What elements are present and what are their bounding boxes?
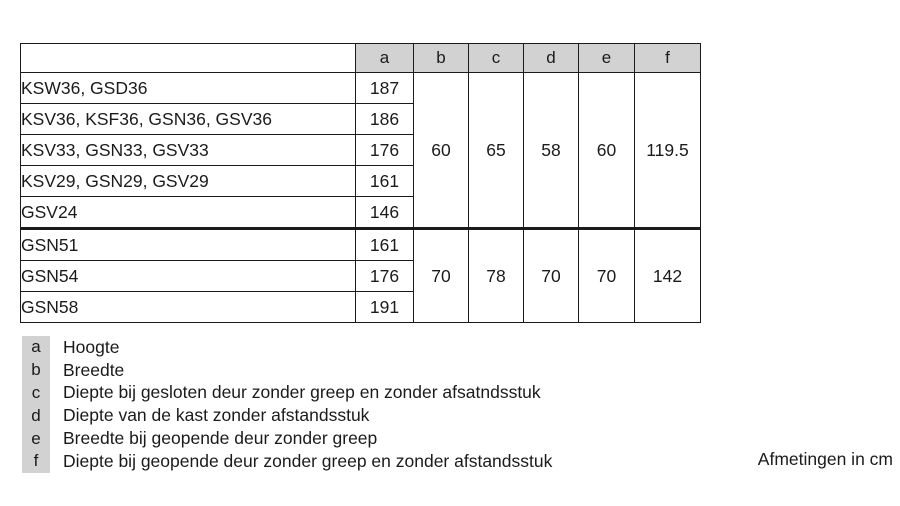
corner-cell: [21, 44, 356, 73]
column-header-e: e: [579, 44, 635, 73]
depth-open-value-cell: 119.5: [635, 73, 701, 229]
legend-key-f: f: [22, 450, 50, 473]
legend-key-b: b: [22, 359, 50, 382]
dimensions-table: [20, 43, 701, 323]
model-cell: GSN51: [21, 229, 356, 261]
depth-closed-value-cell: 78: [469, 229, 524, 323]
legend-label-f: Diepte bij geopende deur zonder greep en zonder afstandsstuk: [63, 450, 553, 471]
column-header-d: d: [524, 44, 579, 73]
width-value-cell: 60: [414, 73, 469, 229]
legend-item-d: [22, 404, 552, 427]
width-open-value-cell: 60: [579, 73, 635, 229]
legend: [22, 336, 552, 473]
column-header-f: f: [635, 44, 701, 73]
legend-key-c: c: [22, 382, 50, 405]
legend-key-a: a: [22, 336, 50, 359]
height-value-cell: 161: [356, 229, 414, 261]
width-open-value-cell: 70: [579, 229, 635, 323]
depth-closed-value-cell: 65: [469, 73, 524, 229]
cabinet-depth-value-cell: 58: [524, 73, 579, 229]
height-value-cell: 186: [356, 104, 414, 135]
legend-item-f: [22, 450, 552, 473]
column-header-b: b: [414, 44, 469, 73]
model-cell: KSV33, GSN33, GSV33: [21, 135, 356, 166]
legend-label-e: Breedte bij geopende deur zonder greep: [63, 428, 378, 449]
model-cell: KSW36, GSD36: [21, 73, 356, 104]
cabinet-depth-value-cell: 70: [524, 229, 579, 323]
height-value-cell: 146: [356, 197, 414, 229]
model-cell: KSV36, KSF36, GSN36, GSV36: [21, 104, 356, 135]
table-row: [21, 73, 701, 104]
legend-label-c: Diepte bij gesloten deur zonder greep en zonder afsatndsstuk: [63, 382, 541, 403]
legend-item-e: [22, 427, 552, 450]
width-value-cell: 70: [414, 229, 469, 323]
height-value-cell: 187: [356, 73, 414, 104]
height-value-cell: 191: [356, 292, 414, 323]
legend-label-b: Breedte: [63, 359, 125, 380]
model-cell: GSN58: [21, 292, 356, 323]
table-row: [21, 229, 701, 261]
model-cell: GSV24: [21, 197, 356, 229]
column-header-a: a: [356, 44, 414, 73]
units-note: Afmetingen in cm: [757, 449, 893, 469]
height-value-cell: 176: [356, 261, 414, 292]
legend-item-a: [22, 336, 552, 359]
legend-item-b: [22, 359, 552, 382]
legend-key-e: e: [22, 427, 50, 450]
header-row: [21, 44, 701, 73]
legend-label-d: Diepte van de kast zonder afstandsstuk: [63, 405, 370, 426]
model-cell: GSN54: [21, 261, 356, 292]
depth-open-value-cell: 142: [635, 229, 701, 323]
model-cell: KSV29, GSN29, GSV29: [21, 166, 356, 197]
height-value-cell: 176: [356, 135, 414, 166]
legend-label-a: Hoogte: [63, 336, 120, 357]
legend-key-d: d: [22, 404, 50, 427]
column-header-c: c: [469, 44, 524, 73]
legend-item-c: [22, 382, 552, 405]
height-value-cell: 161: [356, 166, 414, 197]
